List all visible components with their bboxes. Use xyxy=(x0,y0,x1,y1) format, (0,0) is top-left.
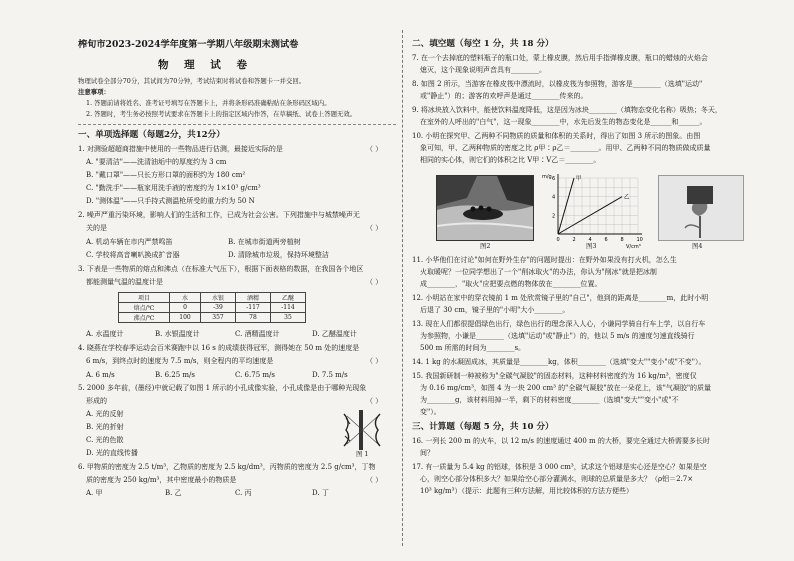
table-cell: -39 xyxy=(201,303,236,313)
q3-option-a: A. 水温度计 xyxy=(86,330,124,338)
q1-option-b: B. "戴口罩"——只长方形口罩的面积约为 180 cm² xyxy=(86,171,246,179)
q8-line-2: 或"静止"）的；游客的欢呼声是通过________传来的。 xyxy=(420,92,588,100)
q17-line-2: 心，则空心部分体积多大？如果给空心部分灌满水，则球的总质量是多大？（ρ铝＝2.7× xyxy=(420,475,694,483)
table-cell: 水银 xyxy=(201,293,236,303)
figure3-caption: 图3 xyxy=(586,242,597,250)
y-axis-label: m/g xyxy=(542,174,552,180)
q10-line-1: 10. 小明在探究甲、乙两种不同物质的质量和体积的关系时，得出了如图 3 所示的图象。由图 xyxy=(412,132,701,140)
q10-line-2: 象可知，甲、乙两种物质的密度之比 ρ甲∶ρ乙＝________。用甲、乙两种不同的物质做成质量 xyxy=(420,144,711,152)
q13-line-2: 为参照物，小谦是________（选填"运动"或"静止"）的，他以 5 m/s 的速度匀速直线骑行 xyxy=(420,332,695,340)
q5-option-c: C. 光的色散 xyxy=(86,436,124,444)
table-cell: -117 xyxy=(236,303,271,313)
q4-answer-paren[interactable]: （ ） xyxy=(366,357,383,365)
q3-option-d: D. 乙醚温度计 xyxy=(312,330,357,338)
q3-stem-cont: 都能测量气温的温度计是 xyxy=(86,278,163,286)
y-tick-label: 2 xyxy=(552,213,556,220)
q4-stem-cont: 6 m/s，到终点时的速度为 7.5 m/s，则全程内的平均速度是 xyxy=(86,357,274,365)
x-tick-label: 6 xyxy=(604,237,608,243)
q14-line-1: 14. 1 kg 的水凝固成冰，其质量是________kg，体积________（选填"变大""变小"或"不变"）。 xyxy=(412,358,706,366)
chart-ticks-group xyxy=(552,176,643,243)
table-cell: 熔点/℃ xyxy=(119,303,170,313)
q17-line-3: 10³ kg/m³）（提示：此题有三种方法解，用比较体积的方法方便些） xyxy=(420,487,633,495)
q17-line-1: 17. 有一质量为 5.4 kg 的铝球，体积是 3 000 cm³，试求这个铝球是实心还是空心？如果是空 xyxy=(412,463,707,471)
y-tick-label: 6 xyxy=(552,176,556,182)
q5-answer-paren[interactable]: （ ） xyxy=(366,397,383,405)
table-row xyxy=(119,303,306,313)
table-cell: 35 xyxy=(271,313,306,323)
series-label: 甲 xyxy=(576,176,582,182)
notes-line-1: 物理试卷全部分70分，其试间为70分钟，考试结束时将试卷和答题卡一并交回。 xyxy=(78,77,306,85)
subject-title: 物 理 试 卷 xyxy=(158,59,253,71)
series-label: 乙 xyxy=(624,194,630,201)
q11-line-3: 成________，"取火"应把要点燃的物体放在________位置。 xyxy=(420,280,602,288)
chart-series-group xyxy=(558,174,630,234)
section3-heading: 三、计算题（每题 5 分，共 10 分） xyxy=(412,422,554,432)
mass-volume-chart xyxy=(540,170,650,252)
table-cell: 酒精 xyxy=(236,293,271,303)
q1-answer-paren[interactable]: （ ） xyxy=(366,145,383,153)
figure1-caption: 图 1 xyxy=(356,450,369,458)
q6-stem: 6. 甲物质的密度为 2.5 t/m³，乙物质的密度为 2.5 kg/dm³，丙物质的密度为 2.5 g/cm³，丁物 xyxy=(78,463,376,471)
x-tick-label: 4 xyxy=(588,237,592,243)
q6-option-d: D. 丁 xyxy=(312,489,329,497)
x-axis-label: V/cm³ xyxy=(626,244,641,250)
table-cell: 乙醚 xyxy=(271,293,306,303)
q13-line-3: 500 m 所需的时间为________s。 xyxy=(420,344,526,352)
q15-line-3: 为________g，该材料用掉一半，剩下的材料密度________（选填"变大""变小"或"不 xyxy=(420,396,679,404)
q7-line-1: 7. 在一个去掉底的塑料瓶子的瓶口处，蒙上橡皮膜，然后用手指弹橡皮膜，瓶口的蜡烛的火焰会 xyxy=(412,54,708,62)
notes-title: 注意事项： xyxy=(78,88,110,96)
table-row xyxy=(119,293,306,303)
q2-stem: 2. 噪声严重污染环境，影响人们的生活和工作，已成为社会公害。下列措施中与城禁噪声无 xyxy=(78,211,360,219)
q11-line-1: 11. 小华他们在讨论"如何在野外生存"的问题时提出：在野外如果没有打火机，怎么生 xyxy=(412,256,677,264)
q12-line-1: 12. 小明站在家中的穿衣镜前 1 m 处欣赏镜子里的"自己"，他到的距离是________m，此时小明 xyxy=(412,294,709,302)
x-tick-label: 8 xyxy=(620,237,624,243)
q4-option-d: D. 7.5 m/s xyxy=(312,371,348,379)
q6-option-b: B. 乙 xyxy=(165,489,182,497)
q15-line-2: 为 0.16 mg/cm³，如图 4 为一块 200 cm³ 的"全碳气凝胶"放在一朵花上，该"气凝胶"的质量 xyxy=(420,384,712,392)
exam-title: 榨旬市2023-2024学年度第一学期八年级期末测试卷 xyxy=(78,39,299,50)
q3-option-b: B. 水银温度计 xyxy=(155,330,200,338)
pinhole-imaging-figure xyxy=(338,408,386,452)
q16-line-2: 间？ xyxy=(420,449,434,457)
q10-line-3: 相同的实心体，则它们的体积之比 V甲∶V乙＝________。 xyxy=(420,156,601,164)
q15-line-1: 15. 我国新研制一种被称为"全碳气凝胶"的固态材料，这种材料密度约为 16 kg/m³，密度仅 xyxy=(412,372,697,380)
q5-option-b: B. 光的折射 xyxy=(86,423,124,431)
table-cell: 0 xyxy=(170,303,201,313)
q1-option-c: C. "勤洗手"——瓶家用洗手液的密度约为 1×10³ g/cm³ xyxy=(86,184,261,192)
q3-answer-paren[interactable]: （ ） xyxy=(366,278,383,286)
rafting-photo xyxy=(436,175,534,241)
q5-option-d: D. 光的直线传播 xyxy=(86,449,138,457)
notes-line-2: 1. 答题前请将姓名、准考证号填写在答题卡上，并将条形码准确粘贴在条形码区域内。 xyxy=(86,99,331,107)
q3-option-c: C. 酒精温度计 xyxy=(235,330,280,338)
q2-option-c: C. 学校将高音喇叭换成扩音器 xyxy=(86,251,180,259)
q7-line-2: 熄灭，这个现象说明声音具有________。 xyxy=(420,66,546,74)
q4-option-b: B. 6.25 m/s xyxy=(155,371,195,379)
x-tick-label: 0 xyxy=(556,237,560,243)
q1-stem: 1. 对测验超超商措施中使用的一些物品进行估测，最接近实际的是 xyxy=(78,145,283,153)
table-cell: 沸点/℃ xyxy=(119,313,170,323)
q16-line-1: 16. 一列长 200 m 的火车，以 12 m/s 的速度通过 400 m 的大桥，要完全通过大桥需要多长时 xyxy=(412,437,710,445)
q5-option-a: A. 光的反射 xyxy=(86,410,124,418)
table-cell: 357 xyxy=(201,313,236,323)
figure4-caption: 图4 xyxy=(692,242,703,250)
q2-option-b: B. 在城市街道两旁植树 xyxy=(228,238,301,246)
q4-option-a: A. 6 m/s xyxy=(86,371,115,379)
q6-option-c: C. 丙 xyxy=(235,489,252,497)
q6-option-a: A. 甲 xyxy=(86,489,103,497)
table-row xyxy=(119,313,306,323)
y-tick-label: 4 xyxy=(552,194,556,201)
q3-stem: 3. 下表是一些物质的熔点和沸点（在标准大气压下），根据下面表格的数据，在我国各个地区 xyxy=(78,265,364,273)
table-cell: 100 xyxy=(170,313,201,323)
q5-stem: 5. 2000 多年前，(墨经)中就记载了如图 1 所示的小孔成像实验，小孔成像是由于哪种光现象 xyxy=(78,384,367,392)
table-cell: 78 xyxy=(236,313,271,323)
q4-stem: 4. 晓燕在学校春季运动会百米赛跑中以 16 s 的成绩获得冠军，测得她在 50 m 处的速度是 xyxy=(78,344,360,352)
table-cell: 水 xyxy=(170,293,201,303)
notes-divider xyxy=(78,124,396,125)
q6-answer-paren[interactable]: （ ） xyxy=(366,476,383,484)
q6-stem-cont: 质的密度为 250 kg/m³，其中密度最小的物质是 xyxy=(86,476,237,484)
q9-line-2: 在室外的人呼出的"白气"，这一现象________中，水先后发生的物态变化是______和______。 xyxy=(420,118,707,126)
q15-line-4: 变"）。 xyxy=(420,408,441,416)
q9-line-1: 9. 将冰块放入饮料中，能使饮料温度降低，这是因为冰块________（填物态变化名称）吸热；冬天， xyxy=(412,106,722,114)
notes-line-3: 2. 答题时，考生务必按照考试要求在答题卡上的指定区域内作答，在草稿纸、试卷上答题无效。 xyxy=(86,110,357,118)
q13-line-1: 13. 现在人们都很提倡绿色出行，绿色出行的理念深入人心，小谦同学骑自行车上学，以自行车 xyxy=(412,320,706,328)
q1-option-d: D. "测体温"——只手持式测温枪所受的重力约为 50 N xyxy=(86,197,255,205)
q5-stem-cont: 形成的 xyxy=(86,397,107,405)
x-tick-label: 10 xyxy=(636,237,643,243)
x-tick-label: 2 xyxy=(572,237,576,243)
q12-line-2: 后退了 30 cm，镜子里的"小明"大小________。 xyxy=(420,306,570,314)
column-divider xyxy=(402,30,403,546)
section1-heading: 一、单项选择题（每题2分，共12分） xyxy=(78,130,225,140)
q2-stem-cont: 关的是 xyxy=(86,224,107,232)
chart-grid xyxy=(558,178,638,234)
q11-line-2: 火取暖呢？一位同学想出了一个"削冰取火"的办法，你认为"削冰"就是把冰制 xyxy=(420,268,657,276)
q4-option-c: C. 6.75 m/s xyxy=(235,371,275,379)
q2-option-d: D. 清除城市垃圾，保持环境整洁 xyxy=(228,251,329,259)
table-cell: -114 xyxy=(271,303,306,313)
right-column xyxy=(406,0,794,561)
section2-heading: 二、填空题（每空 1 分，共 18 分） xyxy=(412,39,554,49)
melting-boiling-table xyxy=(118,292,306,323)
q2-answer-paren[interactable]: （ ） xyxy=(366,224,383,232)
q1-option-a: A. "要清洁"——洗清油垢中的厚度约为 3 cm xyxy=(86,158,227,166)
table-cell: 项目 xyxy=(119,293,170,303)
q8-line-1: 8. 如图 2 所示，当游客在橡皮筏中漂流时，以橡皮筏为参照物，游客是________（选填"运动" xyxy=(412,80,703,88)
figure2-caption: 图2 xyxy=(480,242,491,250)
aerogel-photo xyxy=(658,175,744,241)
q2-option-a: A. 机动车辆在市内严禁鸣笛 xyxy=(86,238,173,246)
